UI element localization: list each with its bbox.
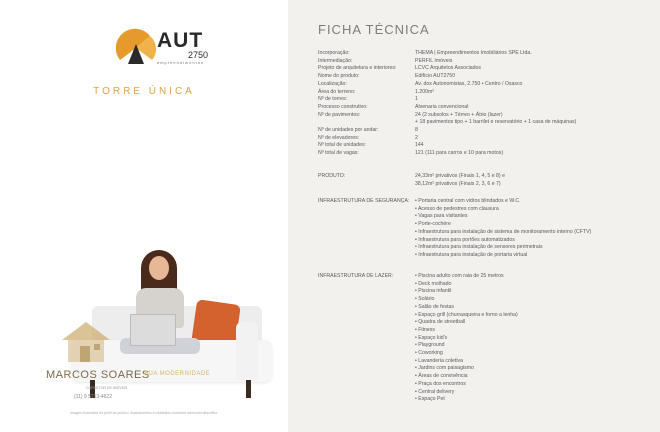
spec-value: Alvenaria convencional — [415, 103, 469, 110]
section-label: PRODUTO: — [318, 173, 346, 179]
seguranca-item: • Acesso de pedestres com clausura — [415, 205, 499, 212]
spec-value: THEMA | Empreendimentos Imobiliários SPE Ltda. — [415, 50, 532, 56]
spec-value: LCVC Arquitetos Associados — [415, 65, 482, 72]
spec-row — [318, 58, 648, 66]
produto-items — [415, 173, 648, 188]
sofa-leg — [246, 380, 251, 398]
lazer-item: • Lavanderia coletiva — [415, 357, 463, 364]
lazer-item: • Central delivery — [415, 388, 455, 395]
right-panel — [288, 0, 660, 432]
spec-value: 1 — [415, 96, 418, 103]
seguranca-item: • Infraestrutura para portões automatizados — [415, 236, 515, 243]
watermark-phone: (11) 9 5713-4622 — [74, 394, 112, 400]
produto-item: 38,12m² privativos (Finais 2, 3, 6 e 7) — [415, 180, 501, 187]
spec-label: Nº de elevadores: — [318, 134, 360, 141]
image-footnote: Imagem ilustrativa do perfil do público. Acabamentos e mobiliário conforme memorial descritivo. — [69, 411, 219, 415]
spec-value: Av. dos Autonomistas, 2.750 • Centro / Osasco — [415, 80, 523, 87]
seguranca-item: • Infraestrutura para instalação de portaria virtual — [415, 251, 528, 258]
watermark-house-icon — [58, 318, 114, 364]
spec-row — [318, 112, 648, 120]
spec-label — [318, 119, 415, 127]
spec-row — [318, 135, 648, 143]
logo-subtitle: empreendimentos — [157, 60, 205, 65]
spec-label: Localização: — [318, 80, 347, 87]
spec-label: Nº de torres: — [318, 96, 347, 103]
watermark-name: MARCOS SOARES — [46, 369, 150, 381]
lazer-item: • Piscina adulto com raia de 25 metros — [415, 273, 504, 279]
lazer-item: • Solário — [415, 296, 435, 303]
tower-label: TORRE ÚNICA — [93, 86, 195, 97]
spec-row — [318, 119, 648, 127]
spec-row — [318, 50, 648, 58]
seguranca-items — [415, 198, 648, 260]
spec-value: 2 — [415, 134, 418, 141]
spec-row — [318, 65, 648, 73]
lazer-items — [415, 273, 648, 404]
spec-row — [318, 96, 648, 104]
watermark-role: CORRETOR DE IMÓVEIS — [86, 386, 128, 390]
lazer-item: • Piscina infantil — [415, 288, 452, 295]
produto-section — [318, 173, 648, 188]
spec-row — [318, 89, 648, 97]
logo-number: 2750 — [188, 50, 209, 60]
lazer-item: • Deck molhado — [415, 280, 452, 287]
lazer-item: • Praça dos encontros — [415, 380, 466, 387]
section-label: INFRAESTRUTURA DE SEGURANÇA: — [318, 198, 410, 204]
spec-row — [318, 142, 648, 150]
spec-label: Incorporação: — [318, 50, 350, 56]
spec-label: Nº de unidades por andar: — [318, 127, 379, 134]
spec-label: Área do terreno: — [318, 88, 356, 95]
spec-value: 24 (2 subsolos + Térreo + Átrio (lazer) — [415, 111, 503, 118]
spec-label: Nº total de unidades: — [318, 142, 367, 149]
logo-mark-icon — [116, 26, 156, 66]
seguranca-item: • Infraestrutura para instalação de sensores perimetrais — [415, 244, 543, 251]
spec-value: PERFIL Imóveis — [415, 57, 453, 64]
seguranca-item: • Vagas para visitantes — [415, 213, 468, 220]
lazer-item: • Fitness — [415, 326, 435, 333]
spec-value: + 18 pavimentos tipo + 1 barrilet e reservatório + 1 casa de máquinas) — [415, 119, 577, 126]
spec-value: Edifício AUT2750 — [415, 73, 456, 80]
watermark-tag: SUA MODERNIDADE — [144, 371, 211, 377]
spec-list — [318, 50, 648, 158]
seguranca-section — [318, 198, 648, 260]
spec-label: Projeto de arquitetura e interiores: — [318, 65, 397, 72]
spec-value: 144 — [415, 142, 424, 149]
spec-label: Intermediação: — [318, 57, 353, 64]
lazer-item: • Quadra de streetball — [415, 319, 466, 326]
lazer-item: • Jardins com paisagismo — [415, 365, 474, 372]
lazer-item: • Espaço kid's — [415, 334, 448, 341]
sofa-arm — [236, 322, 258, 382]
page-title: FICHA TÉCNICA — [318, 22, 430, 37]
spec-value: 121 (111 para carros e 10 para motos) — [415, 150, 504, 157]
woman-face — [149, 256, 169, 280]
spec-value: 1.200m² — [415, 88, 435, 95]
spec-row — [318, 81, 648, 89]
spec-label: Processo construtivo: — [318, 103, 368, 110]
left-panel — [0, 0, 288, 432]
lazer-section — [318, 273, 648, 404]
logo-word: AUT — [157, 29, 204, 52]
lazer-item: • Salão de festas — [415, 303, 455, 310]
lazer-item: • Áreas de convivência — [415, 373, 468, 380]
produto-item: 24,33m² privativos (Finais 1, 4, 5 e 8) e — [415, 173, 505, 179]
lazer-item: • Playground — [415, 342, 445, 349]
section-label: INFRAESTRUTURA DE LAZER: — [318, 273, 394, 279]
spec-row — [318, 104, 648, 112]
spec-row — [318, 73, 648, 81]
seguranca-item: • Infraestrutura para instalação de sistema de monitoramento interno (CFTV) — [415, 228, 592, 235]
spec-value: 8 — [415, 127, 418, 134]
seguranca-item: • Portaria central com vidros blindados e W.C. — [415, 198, 521, 204]
spec-row — [318, 127, 648, 135]
seguranca-item: • Porte-cochère — [415, 221, 451, 228]
spec-row — [318, 150, 648, 158]
brand-logo — [116, 26, 226, 68]
lazer-item: • Coworking — [415, 350, 443, 357]
laptop — [130, 314, 176, 346]
lazer-item: • Espaço grill (churrasqueira e forno a lenha) — [415, 311, 518, 318]
spec-label: Nº de pavimentos: — [318, 111, 361, 118]
spec-label: Nº total de vagas: — [318, 150, 359, 157]
spec-label: Nome do produto: — [318, 73, 360, 80]
lazer-item: • Espaço Pet — [415, 396, 445, 403]
